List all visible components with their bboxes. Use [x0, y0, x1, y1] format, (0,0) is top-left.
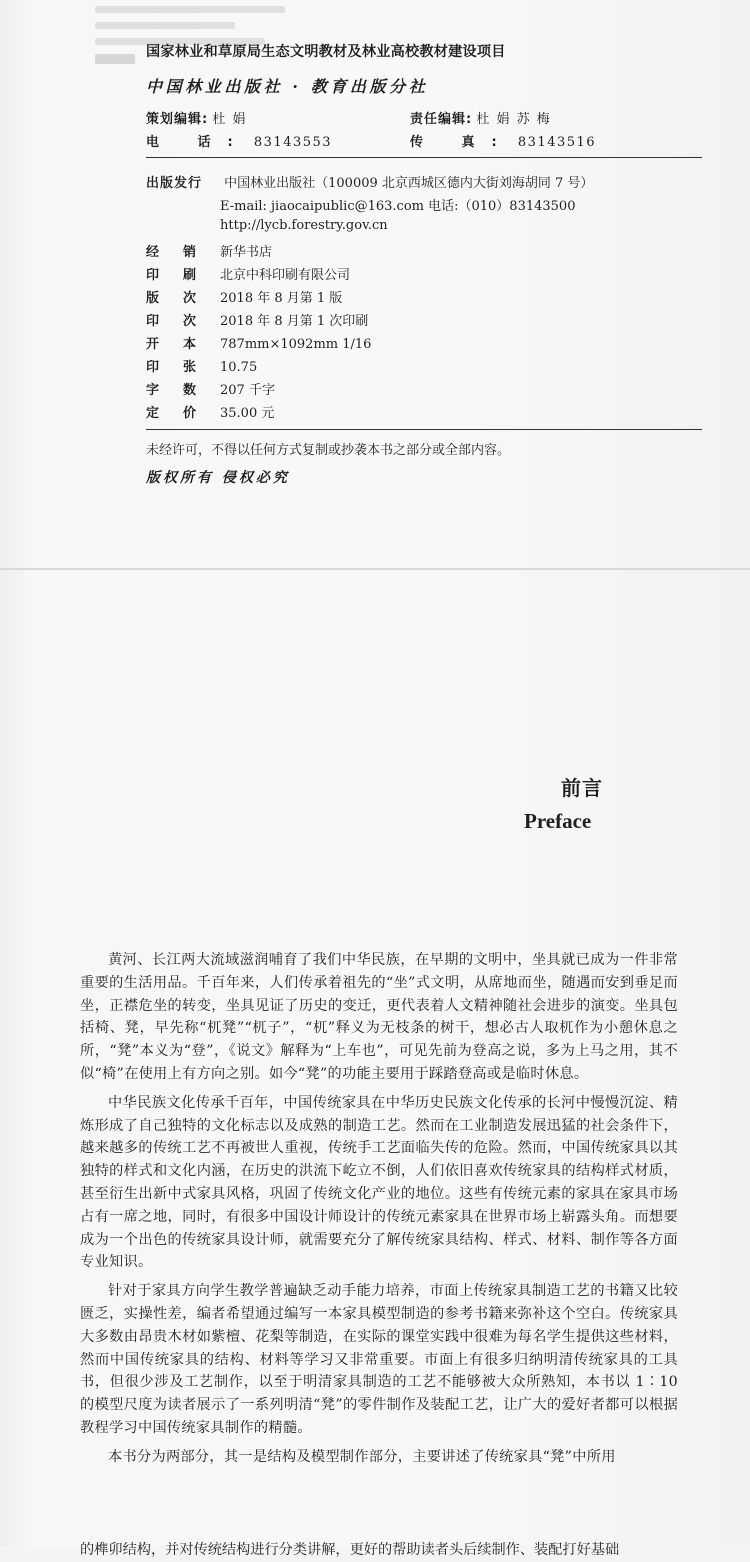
spec-row-sheets	[146, 356, 257, 375]
preface-paragraph: 针对于家具方向学生教学普遍缺乏动手能力培养，市面上传统家具制造工艺的书籍又比较匮乏，实操性差，编者希望通过编写一本家具模型制造的参考书籍来弥补这个空白。传统家具大多数由昂贵木材如紫檀、花梨等制造，在实际的课堂实践中很难为每名学生提供这些材料，然而中国传统家具的结构、材料等学习又非常重要。市面上有很多归纳明清传统家具的工具书，但很少涉及工艺制作，以至于明清家具制造的工艺不能够被大众所熟知，本书以 1∶10 的模型尺度为读者展示了一系列明清“凳”的零件制作及装配工艺，让广大的爱好者都可以根据教程学习中国传统家具制作的精髓。	[80, 1283, 678, 1436]
preface-paragraph: 黄河、长江两大流域滋润哺育了我们中华民族，在早期的文明中，坐具就已成为一件非常重要的生活用品。千百年来，人们传承着祖先的“坐”式文明，从席地而坐，随遇而安到垂足而坐，正襟危坐的转变，坐具见证了历史的变迁，更代表着人文精神随社会进步的演变。坐具包括椅、凳，早先称“杌凳”“杌子”，“杌”释义为无枝条的树干，想必古人取杌作为小憩休息之所，“凳”本义为“登”，《说文》解释为“上车也”，可见先前为登高之说，多为上马之用，其不似“椅”在使用上有方向之别。如今“凳”的功能主要用于踩踏登高或是临时休息。	[80, 952, 678, 1082]
responsible-editor-row	[410, 108, 551, 127]
preface-body	[80, 949, 678, 1475]
planning-editor-label: 策划编辑:	[146, 112, 209, 127]
responsible-editor-value: 杜 娟 苏 梅	[476, 112, 552, 127]
spec-row-printer	[146, 264, 350, 283]
fax-label: 传 真:	[410, 135, 514, 150]
spec-label: 字数	[146, 383, 221, 398]
planning-editor-row	[146, 108, 247, 127]
planning-editor-value: 杜 娟	[212, 112, 247, 127]
publishing-address: 中国林业出版社（100009 北京西城区德内大街刘海胡同 7 号）	[224, 176, 594, 191]
publishing-website: http://lycb.forestry.gov.cn	[220, 218, 388, 233]
preface-cut-line: 的榫卯结构，并对传统结构进行分类讲解，更好的帮助读者头后续制作、装配打好基础	[80, 1542, 620, 1558]
publishing-row	[146, 172, 593, 191]
spec-value: 787mm×1092mm 1/16	[220, 337, 372, 352]
fax-value: 83143516	[517, 135, 597, 150]
spec-row-edition	[146, 287, 342, 306]
publisher-logo: 中国林业出版社 · 教育出版分社	[146, 77, 429, 96]
project-title: 国家林业和草原局生态文明教材及林业高校教材建设项目	[146, 44, 506, 60]
publishing-email: E-mail: jiaocaipublic@163.com 电话:（010）83143500	[220, 199, 576, 214]
copyright-notice: 未经许可，不得以任何方式复制或抄袭本书之部分或全部内容。	[146, 443, 511, 458]
preface-title-en: Preface	[524, 809, 592, 833]
spec-row-wordcount	[146, 379, 275, 398]
preface-title-cn: 前言	[561, 776, 603, 800]
spec-label: 定价	[146, 406, 221, 421]
spec-row-format	[146, 333, 371, 352]
preface-paragraph: 中华民族文化传承千百年，中国传统家具在中华历史民族文化传承的长河中慢慢沉淀、精炼形成了自己独特的文化标志以及成熟的制造工艺。然而在工业制造发展迅猛的社会条件下，越来越多的传统工艺不再被世人重视，传统手工艺面临失传的危险。然而，中国传统家具以其独特的样式和文化内涵，在历史的洪流下屹立不倒，人们依旧喜欢传统家具的结构样式材质，甚至衍生出新中式家具风格，巩固了传统文化产业的地位。这些有传统元素的家具在家具市场占有一席之地，同时，有很多中国设计师设计的传统元素家具在世界市场上崭露头角。而想要成为一个出色的传统家具设计师，就需要充分了解传统家具结构、样式、材料、制作等各方面专业知识。	[80, 1094, 678, 1271]
spec-value: 2018 年 8 月第 1 版	[220, 291, 343, 306]
responsible-editor-label: 责任编辑:	[410, 112, 473, 127]
page-separator	[0, 568, 750, 570]
spec-value: 新华书店	[220, 245, 273, 260]
spec-value: 207 千字	[220, 383, 275, 398]
preface-paragraph: 本书分为两部分，其一是结构及模型制作部分，主要讲述了传统家具“凳”中所用	[108, 1448, 616, 1465]
spec-value: 35.00 元	[220, 406, 275, 421]
phone-row	[146, 131, 332, 150]
publishing-label: 出版发行	[146, 176, 203, 191]
spec-label: 印次	[146, 314, 221, 329]
divider-top	[146, 157, 702, 158]
spec-label: 印张	[146, 360, 221, 375]
phone-value: 83143553	[253, 135, 333, 150]
rights-reserved: 版权所有 侵权必究	[146, 470, 290, 486]
spec-label: 经销	[146, 245, 221, 260]
spec-label: 印刷	[146, 268, 221, 283]
spec-label: 版次	[146, 291, 221, 306]
spec-row-printing	[146, 310, 368, 329]
divider-bottom	[146, 429, 702, 430]
spec-value: 10.75	[220, 360, 258, 375]
spec-row-price	[146, 402, 274, 421]
spec-value: 2018 年 8 月第 1 次印刷	[220, 314, 369, 329]
phone-label: 电 话:	[146, 135, 250, 150]
spec-label: 开本	[146, 337, 221, 352]
spec-value: 北京中科印刷有限公司	[220, 268, 351, 283]
spec-row-distributor	[146, 241, 272, 260]
fax-row	[410, 131, 596, 150]
